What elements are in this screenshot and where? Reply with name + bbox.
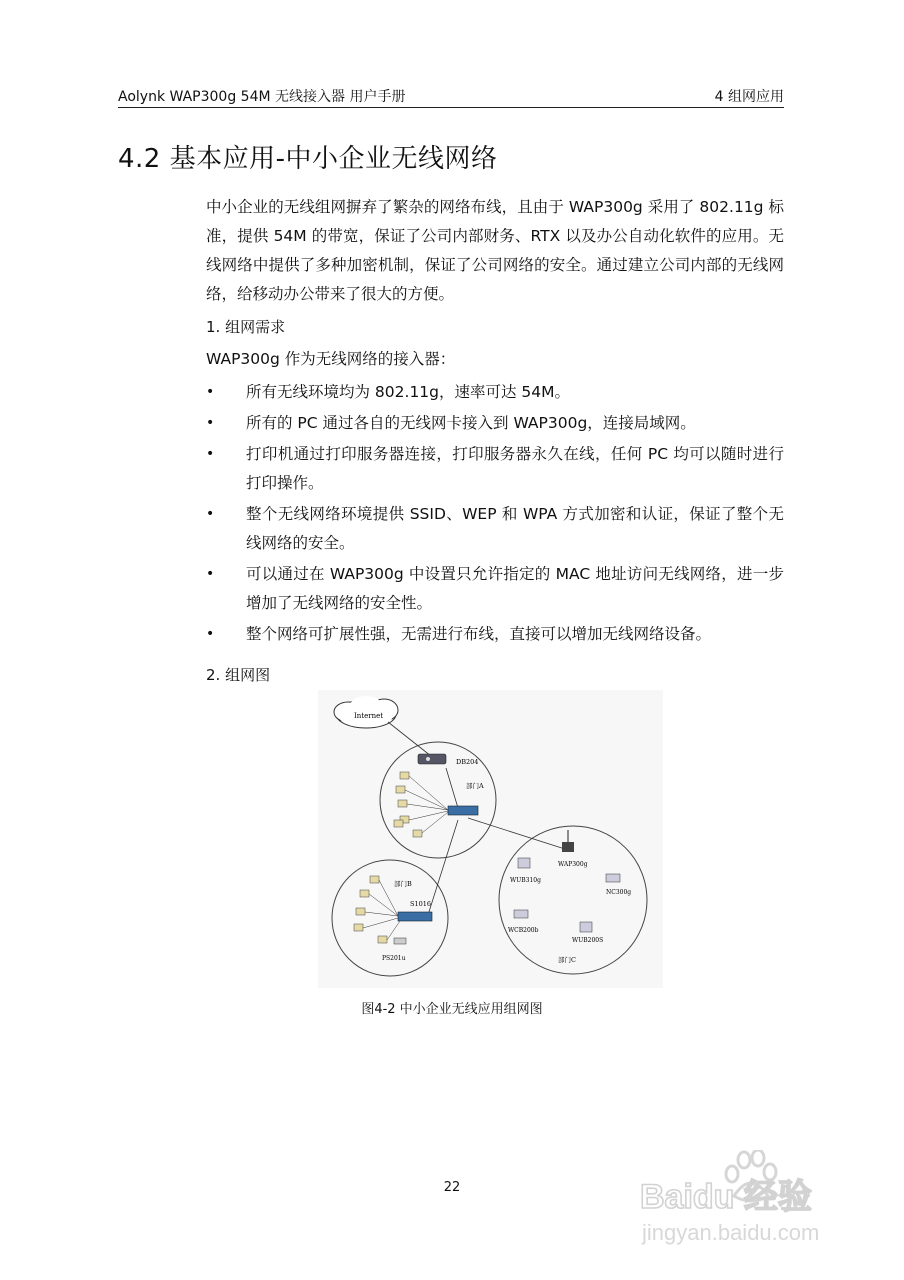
header-left: Aolynk WAP300g 54M 无线接入器 用户手册 <box>118 89 406 105</box>
section-title: 4.2 基本应用-中小企业无线网络 <box>118 144 498 174</box>
watermark-url: jingyan.baidu.com <box>642 1220 820 1245</box>
dept-c-label: 部门C <box>558 956 576 964</box>
ps201u-label: PS201u <box>382 955 406 962</box>
wub200s-label: WUB200S <box>572 937 604 944</box>
diagram-heading: 2. 组网图 <box>206 666 271 684</box>
wub310g-label: WUB310g <box>510 877 541 884</box>
wap300g-label: WAP300g <box>558 861 588 868</box>
router-icon <box>418 754 446 764</box>
baidu-watermark <box>634 1150 864 1250</box>
list-item: • 所有的 PC 通过各自的无线网卡接入到 WAP300g，连接局域网。 <box>206 409 784 438</box>
list-item: • 打印机通过打印服务器连接，打印服务器永久在线，任何 PC 均可以随时进行打印操作。 <box>206 440 784 498</box>
watermark-brand: Baidu 经验 <box>640 1178 812 1216</box>
bullet-icon: • <box>206 384 215 400</box>
bullet-icon: • <box>206 446 215 462</box>
bullet-icon: • <box>206 626 215 642</box>
header-rule <box>118 107 784 108</box>
list-item: • 可以通过在 WAP300g 中设置只允许指定的 MAC 地址访问无线网络，进一步增加了无线网络的安全性。 <box>206 560 784 618</box>
switch-icon <box>448 806 478 815</box>
list-item: • 所有无线环境均为 802.11g，速率可达 54M。 <box>206 378 784 407</box>
header-right: 4 组网应用 <box>714 89 784 105</box>
switch-icon <box>398 912 432 921</box>
nc300g-label: NC300g <box>606 889 632 896</box>
figure-caption: 图4-2 中小企业无线应用组网图 <box>361 1002 543 1017</box>
internet-label: Internet <box>354 712 384 720</box>
list-item: • 整个无线网络环境提供 SSID、WEP 和 WPA 方式加密和认证，保证了整个无线网络的安全。 <box>206 500 784 558</box>
db204-label: DB204 <box>456 758 479 766</box>
wcb200b-label: WCB200b <box>508 927 539 934</box>
dept-a-label: 部门A <box>466 782 484 790</box>
network-diagram <box>318 690 663 988</box>
bullet-icon: • <box>206 415 215 431</box>
bullet-icon: • <box>206 506 215 522</box>
print-server-icon <box>394 938 406 944</box>
requirements-heading: 1. 组网需求 <box>206 318 286 336</box>
intro-paragraph: 中小企业的无线组网摒弃了繁杂的网络布线，且由于 WAP300g 采用了 802.11g 标准，提供 54M 的带宽，保证了公司内部财务、RTX 以及办公自动化软件的应用。无线网络中提供了多种加密机制，保证了公司网络的安全。通过建立公司内部的无线网络，给移动办公带来了很大的方便。 <box>206 198 784 303</box>
requirements-lead: WAP300g 作为无线网络的接入器： <box>206 350 456 368</box>
dept-b-label: 部门B <box>394 880 412 888</box>
list-item: • 整个网络可扩展性强，无需进行布线，直接可以增加无线网络设备。 <box>206 620 784 649</box>
page-number: 22 <box>443 1180 461 1195</box>
bullet-icon: • <box>206 566 215 582</box>
requirements-list <box>206 378 784 651</box>
s1016-label: S1016 <box>410 900 431 908</box>
